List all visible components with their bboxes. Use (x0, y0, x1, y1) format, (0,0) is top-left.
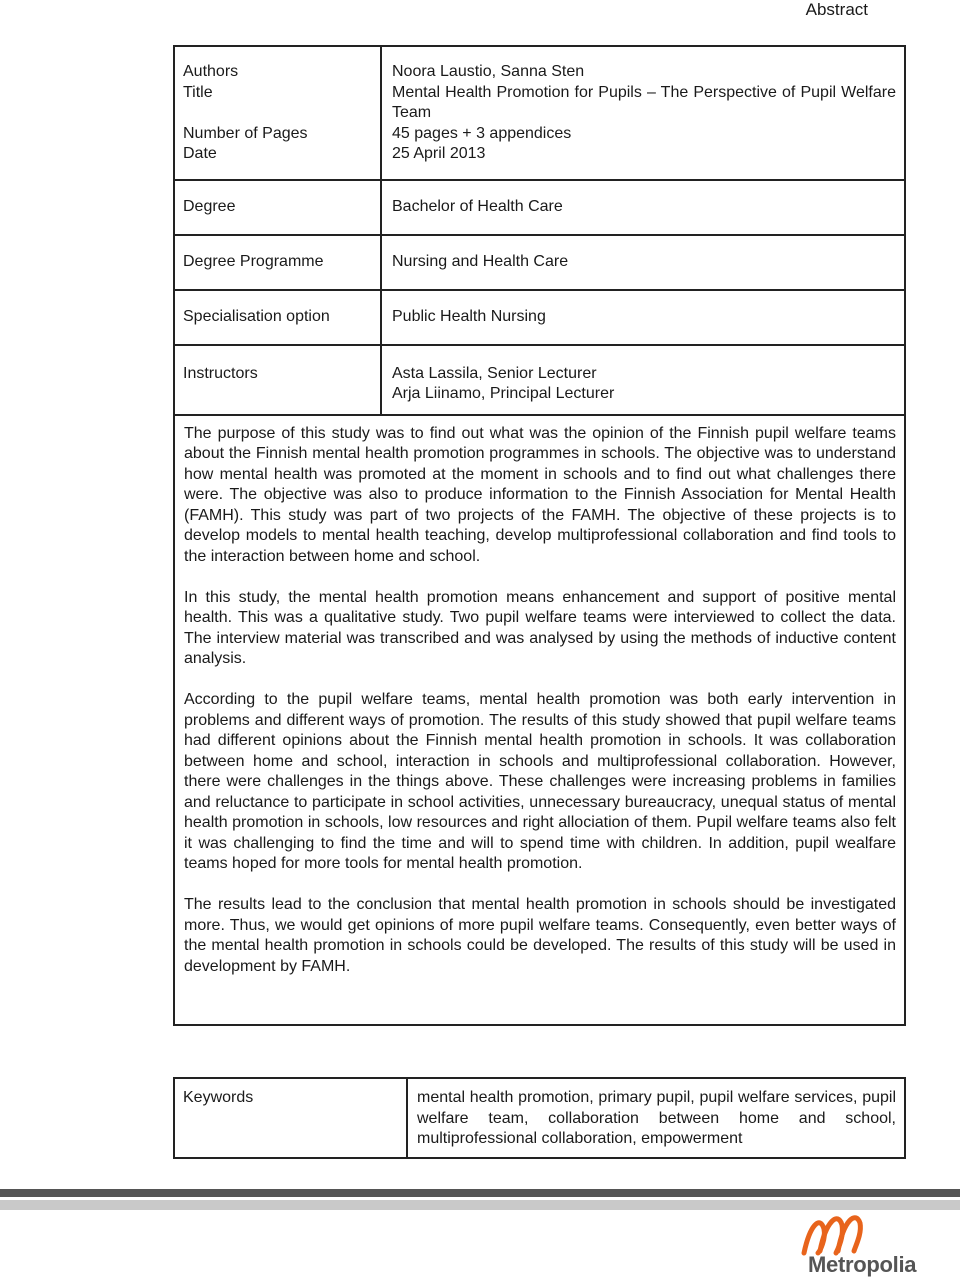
date-label: Date (183, 145, 217, 162)
pages-value: 45 pages + 3 appendices (392, 124, 572, 142)
keywords-value: mental health promotion, primary pupil, pupil welfare services, pupil welfare team, collaboration between home and school, multiprofessional collaboration, empowerment (407, 1078, 905, 1158)
row-degree (174, 180, 905, 235)
abstract-paragraph-2: In this study, the mental health promotion means enhancement and support of positive mental health. This was a qualitative study. Two pupil welfare teams were interviewed to collect the data. The interview material was transcribed and was analysed by using the methods of inductive content analysis. (184, 588, 896, 667)
specialisation-value: Public Health Nursing (381, 290, 905, 345)
specialisation-label: Specialisation option (174, 290, 381, 345)
main-labels-cell (174, 46, 381, 180)
degree-value: Bachelor of Health Care (381, 180, 905, 235)
abstract-paragraph-1: The purpose of this study was to find out what was the opinion of the Finnish pupil welfare teams about the Finnish mental health promotion programmes in schools. The objective was to understand how mental health was promoted at the moment in schools and to find out what challenges there were. The objective was also to produce information to the Finnish Association for Mental Health (FAMH). This study was part of two projects of the FAMH. The objective of these projects is to develop models to mental health teaching, develop multiprofessional collaboration and find tools to the interaction between home and school. (184, 424, 896, 565)
programme-value: Nursing and Health Care (381, 235, 905, 290)
programme-label: Degree Programme (174, 235, 381, 290)
authors-label: Authors (183, 63, 239, 80)
spacer (183, 103, 376, 124)
abstract-paragraph-3: According to the pupil welfare teams, mental health promotion was both early intervention in problems and different ways of promotion. The results of this study showed that pupil welfare teams had different opinions about the Finnish mental health promotion in schools. It was collaboration between home and school, interaction in schools and multiprofessional collaboration. However, there were challenges in the things above. These challenges were increasing problems in families and reluctance to participate in school activities, unnecessary bureaucracy, unequal status of mental health promotion in schools, low resources and right allociation of them. Pupil welfare teams also felt it was challenging to find the time and will to spend time with children. In addition, pupil wealfare teams hoped for more tools for mental health promotion. (184, 691, 896, 872)
instructors-label: Instructors (174, 345, 381, 415)
footer-rule-dark (0, 1189, 960, 1197)
title-value: Mental Health Promotion for Pupils – The Perspective of Pupil Welfare Team (392, 83, 896, 121)
page-header-label: Abstract (805, 0, 868, 19)
instructors-value (381, 345, 905, 415)
metropolia-logo-text: Metropolia (808, 1252, 917, 1277)
abstract-paragraph-4: The results lead to the conclusion that mental health promotion in schools should be investigated more. Thus, we would get opinions of more pupil welfare teams. Consequently, even better ways of the mental health promotion in schools could be developed. The results of this study will be used in development by FAMH. (184, 896, 896, 975)
instructor-1: Asta Lassila, Senior Lecturer (392, 364, 597, 382)
keywords-label: Keywords (174, 1078, 407, 1158)
degree-label: Degree (174, 180, 381, 235)
row-main-info (174, 46, 905, 180)
abstract-cell (174, 415, 905, 1025)
keywords-table (173, 1077, 906, 1159)
pages-label: Number of Pages (183, 124, 308, 142)
thesis-info-table (173, 45, 906, 1026)
row-keywords (174, 1078, 905, 1158)
main-values-cell (381, 46, 905, 180)
row-instructors (174, 345, 905, 415)
date-value: 25 April 2013 (392, 145, 486, 162)
row-abstract (174, 415, 905, 1025)
instructor-2: Arja Liinamo, Principal Lecturer (392, 385, 615, 402)
authors-value: Noora Laustio, Sanna Sten (392, 63, 585, 80)
row-specialisation (174, 290, 905, 345)
title-label: Title (183, 83, 213, 101)
row-programme (174, 235, 905, 290)
